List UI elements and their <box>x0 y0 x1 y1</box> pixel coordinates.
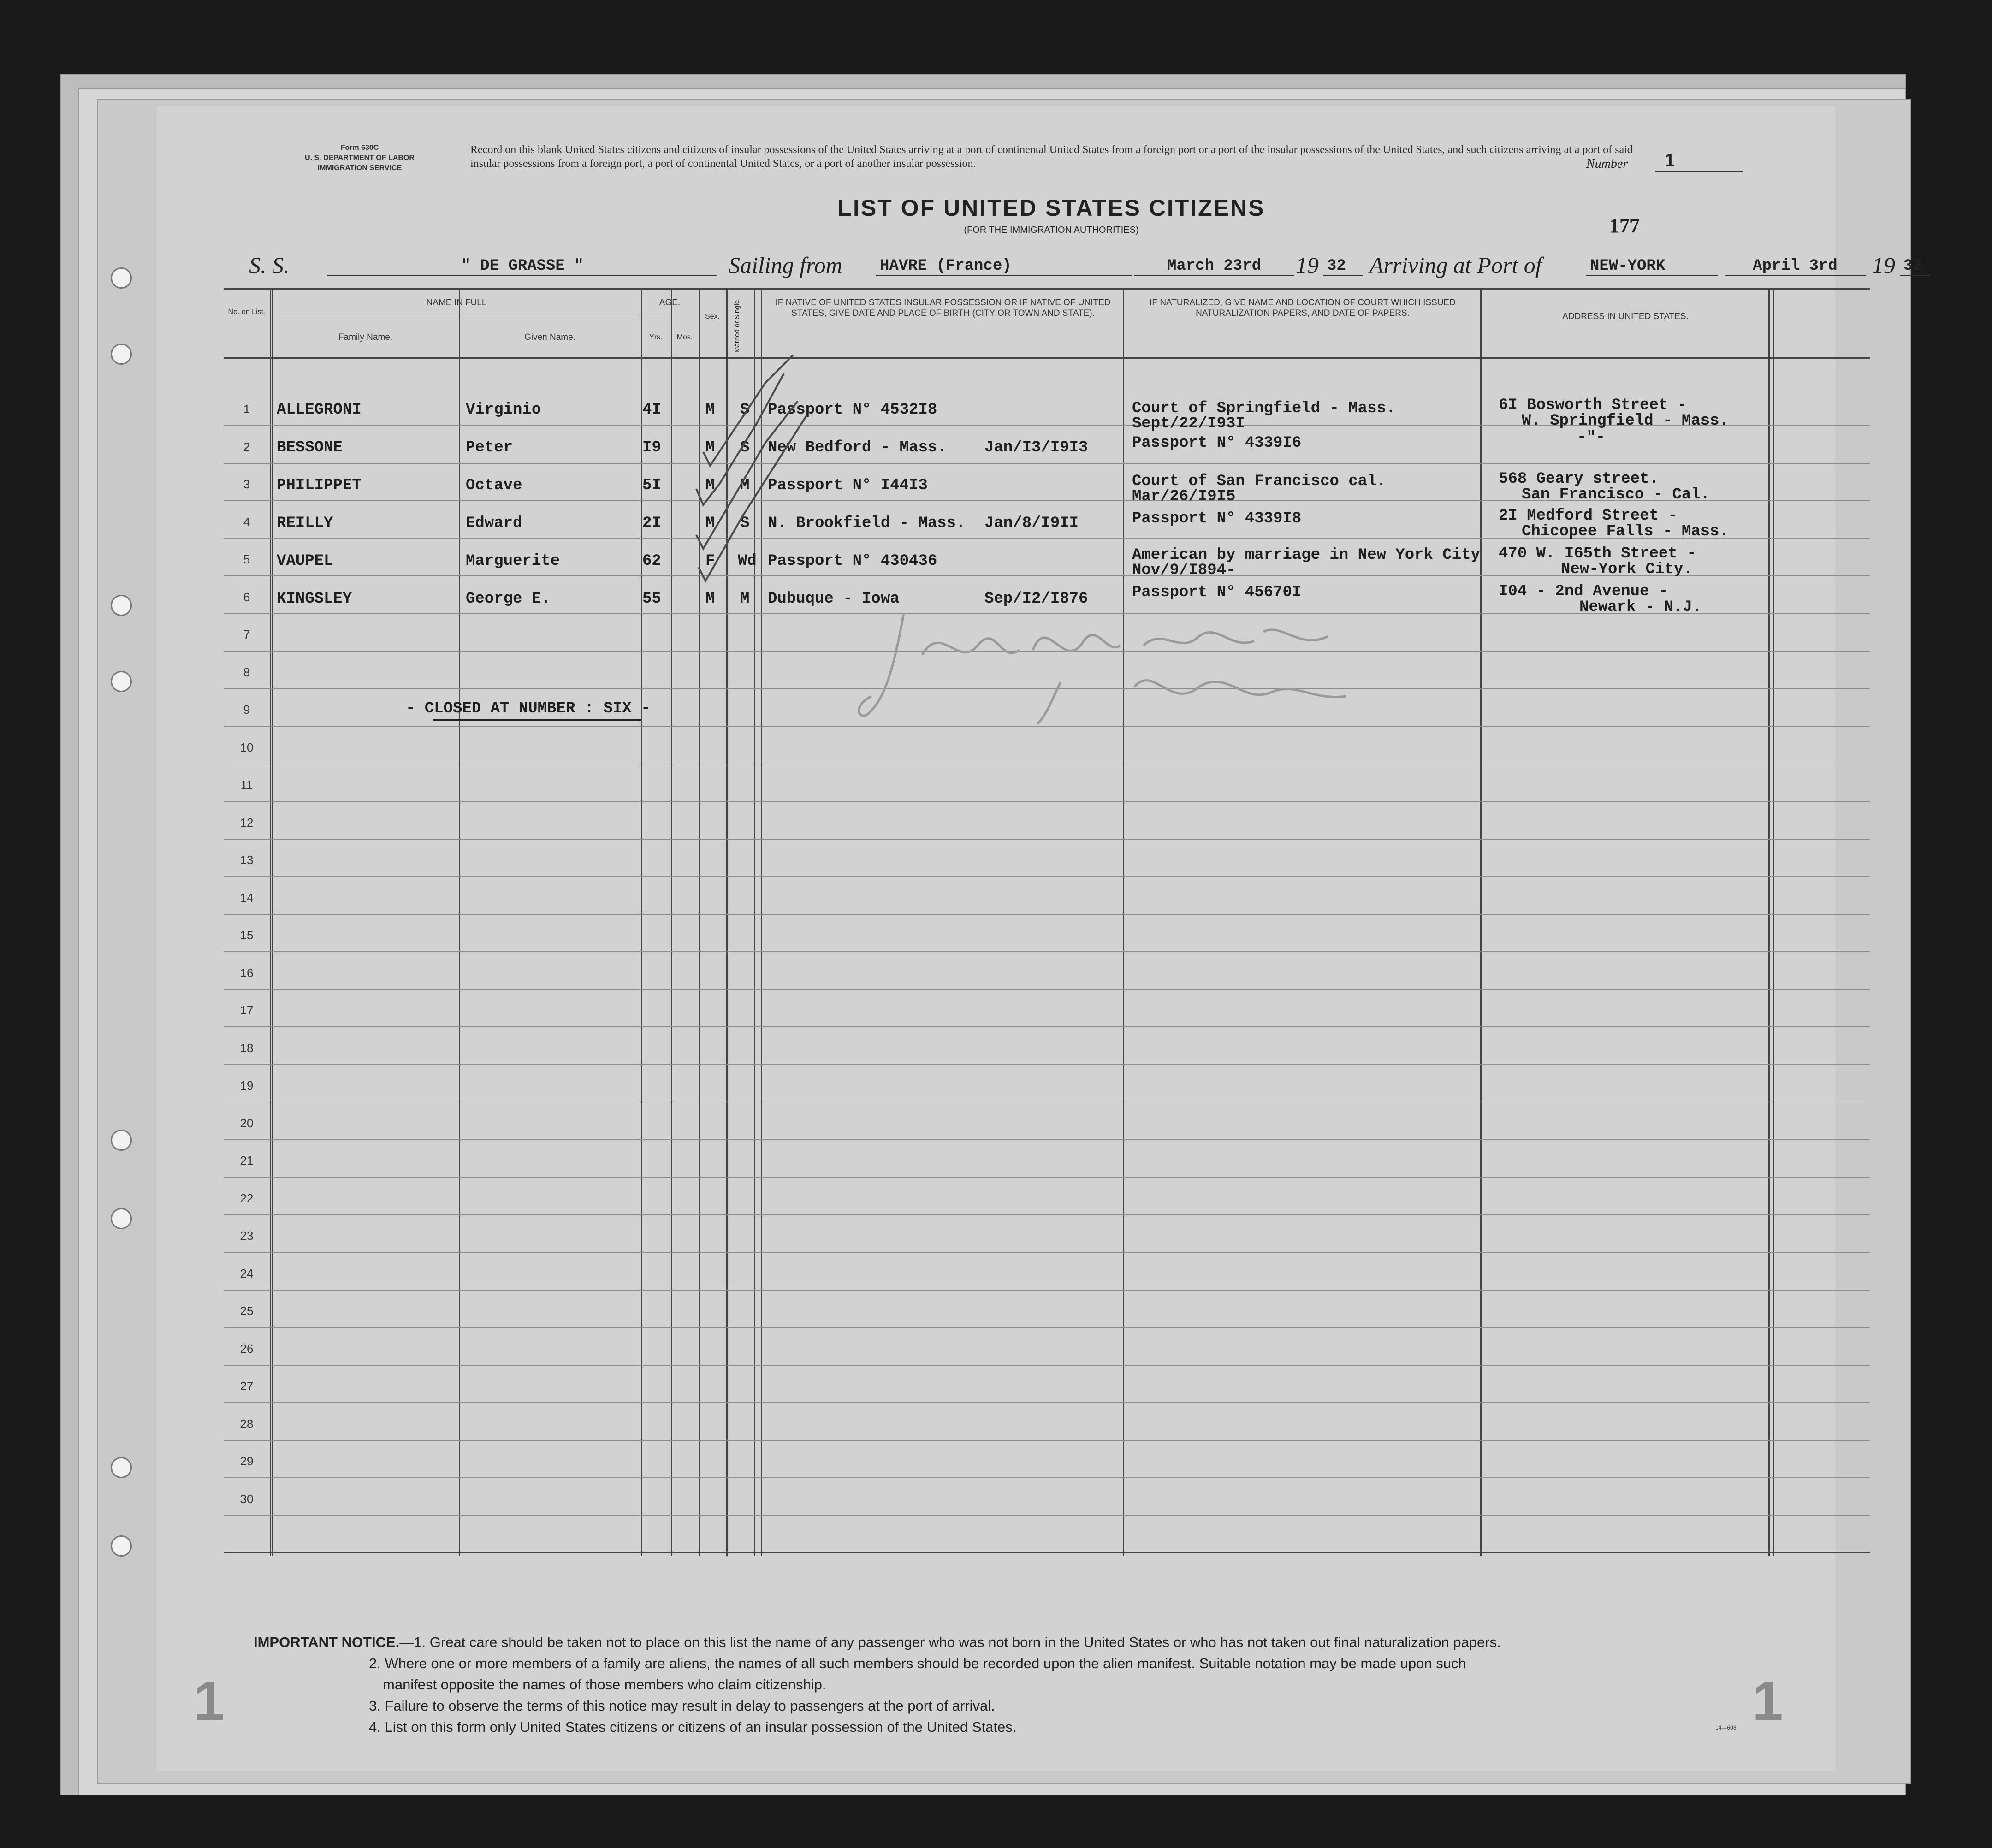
check-mark <box>696 401 798 549</box>
row-number: 20 <box>240 1116 254 1130</box>
row-rule <box>224 1252 1870 1253</box>
header-yrs: Yrs. <box>649 333 663 341</box>
number-label: Number <box>1586 157 1628 171</box>
closed-underline <box>433 719 641 721</box>
notice-item-1: —1. Great care should be taken not to place on this list the name of any passenger who was not born in the United States or who has not taken out final naturalization papers. <box>399 1634 1501 1650</box>
row-rule <box>224 1177 1870 1178</box>
age-years: 4I <box>642 401 661 419</box>
header-birth-place: IF NATIVE OF UNITED STATES INSULAR POSSESSION OR IF NATIVE OF UNITED STATES, GIVE DATE AND PLACE OF BIRTH (CITY OR TOWN AND STATE). <box>775 298 1111 318</box>
row-rule <box>224 989 1870 990</box>
col-rule <box>459 288 460 1556</box>
row-number: 4 <box>243 515 250 529</box>
col-rule <box>270 288 271 1556</box>
family-name: KINGSLEY <box>277 590 352 608</box>
punch-hole <box>111 1130 132 1151</box>
family-name: BESSONE <box>277 439 343 456</box>
marital-status: Wd <box>738 552 757 570</box>
naturalization-line-1: Passport N° 45670I <box>1132 584 1302 601</box>
port-from: HAVRE (France) <box>876 257 1132 276</box>
form-number: Form 630C <box>340 144 379 152</box>
address-line-1: 2I Medford Street - <box>1499 507 1678 525</box>
address-line-2: San Francisco - Cal. <box>1522 486 1710 503</box>
naturalization-line-2: Nov/9/I894- <box>1132 562 1236 579</box>
row-number: 15 <box>240 928 254 942</box>
notice-item-3: 3. Failure to observe the terms of this notice may result in delay to passengers at the port of arrival. <box>369 1698 995 1714</box>
sex: M <box>706 439 715 456</box>
header-given-name: Given Name. <box>524 332 575 342</box>
marital-status: M <box>740 477 750 494</box>
birth-place: Passport N° 430436 <box>768 552 937 570</box>
family-name: VAUPEL <box>277 552 333 570</box>
address-line-2: W. Springfield - Mass. <box>1522 412 1729 430</box>
row-rule <box>224 914 1870 915</box>
row-number: 2 <box>243 439 250 454</box>
naturalization-line-2: Mar/26/I9I5 <box>1132 488 1236 505</box>
row-rule <box>224 1365 1870 1366</box>
notice-item-2-continued: manifest opposite the names of those members who claim citizenship. <box>383 1676 826 1693</box>
form-identifier <box>263 143 456 173</box>
address-line-1: I04 - 2nd Avenue - <box>1499 583 1668 600</box>
department-name: U. S. DEPARTMENT OF LABOR <box>305 154 415 162</box>
row-number: 6 <box>243 590 250 604</box>
row-number: 12 <box>240 815 254 829</box>
punch-hole <box>111 595 132 616</box>
address-line-1: 568 Geary street. <box>1499 470 1659 488</box>
table-top-rule <box>224 288 1870 290</box>
given-name: Octave <box>466 477 522 494</box>
page-number: 177 <box>1609 214 1640 237</box>
col-rule <box>1123 288 1124 1556</box>
punch-hole <box>111 1208 132 1229</box>
list-number: 1 <box>1655 150 1743 172</box>
address-line-2: Newark - N.J. <box>1579 598 1702 616</box>
birth-place: Dubuque - Iowa <box>768 590 900 608</box>
depart-year-prefix: 19 <box>1296 252 1319 278</box>
row-number: 26 <box>240 1341 254 1356</box>
arriving-label: Arriving at Port of <box>1370 252 1542 278</box>
age-years: 5I <box>642 477 661 494</box>
birth-place: N. Brookfield - Mass. <box>768 515 966 532</box>
sex: M <box>706 477 715 494</box>
marital-status: M <box>740 590 750 608</box>
row-number: 5 <box>243 552 250 566</box>
page-title: LIST OF UNITED STATES CITIZENS <box>837 195 1265 221</box>
row-rule <box>224 876 1870 877</box>
marital-status: S <box>740 439 750 456</box>
table-header-rule <box>224 357 1870 359</box>
birth-date: Sep/I2/I876 <box>984 590 1088 608</box>
marital-status: S <box>740 515 750 532</box>
page-subtitle: (FOR THE IMMIGRATION AUTHORITIES) <box>964 225 1139 235</box>
col-rule <box>1773 288 1774 1556</box>
row-rule <box>224 463 1870 464</box>
given-name: Peter <box>466 439 513 456</box>
age-years: 2I <box>642 515 661 532</box>
header-no-on-list: No. on List. <box>228 308 266 316</box>
col-rule <box>671 288 672 1556</box>
header-name-in-full: NAME IN FULL <box>426 298 487 308</box>
row-number: 29 <box>240 1454 254 1468</box>
form-code: 14—608 <box>1715 1724 1737 1731</box>
family-name: ALLEGRONI <box>277 401 362 419</box>
address-line-1: -"- <box>1577 429 1606 446</box>
punch-hole <box>111 1457 132 1478</box>
row-rule <box>224 1402 1870 1403</box>
corner-mark-left: 1 <box>194 1670 225 1732</box>
header-family-name: Family Name. <box>338 332 393 342</box>
closed-text: - CLOSED AT NUMBER : SIX - <box>406 700 651 717</box>
sailing-label: Sailing from <box>729 252 842 278</box>
family-name: PHILIPPET <box>277 477 362 494</box>
punch-hole <box>111 344 132 365</box>
birth-date: Jan/I3/I9I3 <box>984 439 1088 456</box>
row-number: 24 <box>240 1266 254 1280</box>
address-line-2: Chicopee Falls - Mass. <box>1522 523 1729 540</box>
naturalization-line-1: Passport N° 4339I8 <box>1132 510 1302 527</box>
row-number: 1 <box>243 402 250 416</box>
row-rule <box>224 1327 1870 1328</box>
ship-name: " DE GRASSE " <box>327 257 717 276</box>
header-married-single: Married or Single. <box>733 298 741 353</box>
age-years: I9 <box>642 439 661 456</box>
port-to: NEW-YORK <box>1586 257 1718 276</box>
service-name: IMMIGRATION SERVICE <box>317 164 402 172</box>
age-years: 62 <box>642 552 661 570</box>
row-rule <box>224 1026 1870 1027</box>
punch-hole <box>111 671 132 692</box>
row-number: 18 <box>240 1041 254 1055</box>
naturalization-line-1: Court of Springfield - Mass. <box>1132 400 1396 417</box>
arrive-year: 32 <box>1900 257 1930 276</box>
row-number: 14 <box>240 890 254 905</box>
row-rule <box>224 1440 1870 1441</box>
address-line-2: New-York City. <box>1561 561 1693 578</box>
row-number: 7 <box>243 628 250 641</box>
sex: M <box>706 515 715 532</box>
row-number: 23 <box>240 1229 254 1243</box>
voyage-line <box>249 252 1922 284</box>
row-rule <box>224 839 1870 840</box>
given-name: Marguerite <box>466 552 560 570</box>
col-rule <box>1480 288 1482 1556</box>
punch-hole <box>111 267 132 289</box>
row-number: 25 <box>240 1304 254 1318</box>
row-number: 22 <box>240 1191 254 1205</box>
depart-date: March 23rd <box>1134 257 1294 276</box>
corner-mark-right: 1 <box>1752 1670 1783 1732</box>
table-bottom-rule <box>224 1552 1870 1553</box>
naturalization-line-1: Court of San Francisco cal. <box>1132 473 1386 490</box>
notice-label: IMPORTANT NOTICE. <box>254 1634 400 1650</box>
row-rule <box>224 1214 1870 1215</box>
row-number: 21 <box>240 1154 254 1167</box>
birth-date: Jan/8/I9II <box>984 515 1079 532</box>
row-number: 10 <box>240 740 254 754</box>
header-naturalized: IF NATURALIZED, GIVE NAME AND LOCATION OF COURT WHICH ISSUED NATURALIZATION PAPERS, AND DATE OF PAPERS. <box>1150 298 1456 318</box>
given-name: Virginio <box>466 401 541 419</box>
row-number: 28 <box>240 1416 254 1431</box>
row-number: 16 <box>240 965 254 980</box>
address-line-1: 470 W. I65th Street - <box>1499 545 1696 563</box>
manifest-sheet <box>157 106 1922 1771</box>
ss-label: S. S. <box>249 252 290 278</box>
row-number: 27 <box>240 1379 254 1393</box>
row-number: 30 <box>240 1492 254 1506</box>
sex: M <box>706 401 715 419</box>
row-number: 3 <box>243 477 250 491</box>
col-rule <box>272 288 273 1556</box>
row-rule <box>224 1064 1870 1065</box>
notice-item-2: 2. Where one or more members of a family are aliens, the names of all such members should be recorded upon the alien manifest. Suitable notation may be made upon such <box>369 1655 1466 1671</box>
row-rule <box>224 1290 1870 1291</box>
closed-at-number <box>406 700 651 717</box>
header-address: ADDRESS IN UNITED STATES. <box>1562 312 1689 321</box>
sex: F <box>706 552 715 570</box>
naturalization-line-2: Sept/22/I93I <box>1132 415 1245 432</box>
depart-year: 32 <box>1323 257 1363 276</box>
row-number: 11 <box>240 778 253 792</box>
row-rule <box>224 1139 1870 1140</box>
naturalization-line-1: Passport N° 4339I6 <box>1132 434 1302 452</box>
given-name: Edward <box>466 515 522 532</box>
check-marks <box>678 346 825 595</box>
punch-hole <box>111 1535 132 1557</box>
sex: M <box>706 590 715 608</box>
row-rule <box>224 951 1870 952</box>
header-age: AGE. <box>659 298 681 308</box>
row-number: 9 <box>243 703 250 717</box>
marital-status: S <box>740 401 750 419</box>
row-rule <box>224 1477 1870 1478</box>
record-instructions: Record on this blank United States citizens and citizens of insular possessions of the United States arriving at a port of continental United States from a foreign port or a port of the insular possessions of the United States, and such citizens arriving at a port of said insular possessions from a foreign port, a port of continental United States, or a port of another insular possession. <box>470 144 1633 170</box>
check-mark <box>703 355 793 466</box>
address-line-1: 6I Bosworth Street - <box>1499 397 1687 414</box>
arrive-date: April 3rd <box>1725 257 1866 276</box>
row-number: 13 <box>240 853 254 867</box>
check-mark <box>699 415 807 581</box>
arrive-year-prefix: 19 <box>1872 252 1895 278</box>
header-sex: Sex. <box>705 313 720 320</box>
naturalization-line-1: American by marriage in New York City <box>1132 546 1480 564</box>
header-mos: Mos. <box>676 333 693 341</box>
birth-place: Passport N° I44I3 <box>768 477 928 494</box>
given-name: George E. <box>466 590 551 608</box>
notice-item-4: 4. List on this form only United States citizens or citizens of an insular possession of the United States. <box>369 1719 1017 1735</box>
family-name: REILLY <box>277 515 333 532</box>
row-rule <box>224 801 1870 802</box>
row-number: 17 <box>240 1003 254 1017</box>
row-number: 19 <box>240 1078 254 1092</box>
row-number: 8 <box>243 665 250 679</box>
row-rule <box>224 1515 1870 1516</box>
col-rule <box>1768 288 1770 1556</box>
birth-place: Passport N° 4532I8 <box>768 401 937 419</box>
birth-place: New Bedford - Mass. <box>768 439 947 456</box>
age-years: 55 <box>642 590 661 608</box>
handwritten-signature <box>848 595 1370 733</box>
